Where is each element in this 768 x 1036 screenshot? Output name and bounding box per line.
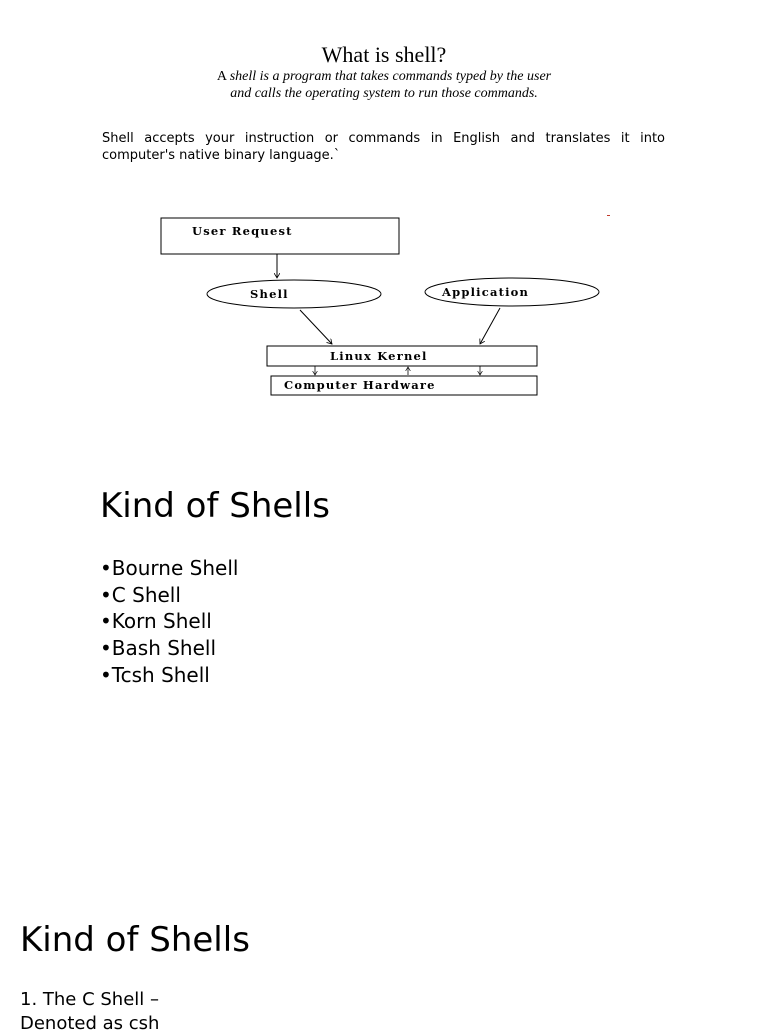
linux-kernel-label: Linux Kernel bbox=[330, 349, 428, 363]
shell-description-paragraph: Shell accepts your instruction or commands in English and translates it into computer's native binary language.` bbox=[102, 131, 665, 163]
list-item: •C Shell bbox=[100, 582, 181, 607]
shell-architecture-diagram bbox=[150, 212, 610, 402]
definition-italic-text: shell is a program that takes commands typed by the user and calls the operating system to run those commands. bbox=[229, 69, 552, 101]
application-ellipse bbox=[425, 278, 599, 306]
computer-hardware-label: Computer Hardware bbox=[284, 378, 436, 392]
arrow-shell-to-kernel bbox=[300, 310, 332, 344]
list-item: •Bash Shell bbox=[100, 636, 217, 661]
shell-types-list bbox=[100, 555, 238, 689]
arrow-application-to-kernel bbox=[480, 308, 500, 344]
list-item: •Bourne Shell bbox=[100, 556, 239, 580]
slide-title-kind-of-shells-2: Kind of Shells bbox=[20, 920, 250, 960]
c-shell-heading: 1. The C Shell – bbox=[20, 989, 160, 1010]
shell-ellipse bbox=[207, 280, 381, 308]
list-item: •Korn Shell bbox=[100, 609, 212, 634]
user-request-label: User Request bbox=[192, 224, 293, 238]
shell-label: Shell bbox=[250, 287, 289, 301]
list-item: •Tcsh Shell bbox=[100, 662, 210, 687]
computer-hardware-box bbox=[271, 376, 537, 395]
definition-prefix: A bbox=[216, 69, 230, 84]
c-shell-denotation: Denoted as csh bbox=[20, 1013, 160, 1034]
user-request-box bbox=[161, 218, 399, 254]
application-label: Application bbox=[442, 285, 530, 299]
shell-definition bbox=[214, 68, 554, 102]
slide-title-kind-of-shells: Kind of Shells bbox=[100, 486, 330, 526]
c-shell-description bbox=[20, 988, 420, 1036]
linux-kernel-box bbox=[267, 346, 537, 366]
slide-title-what-is-shell: What is shell? bbox=[321, 42, 447, 67]
